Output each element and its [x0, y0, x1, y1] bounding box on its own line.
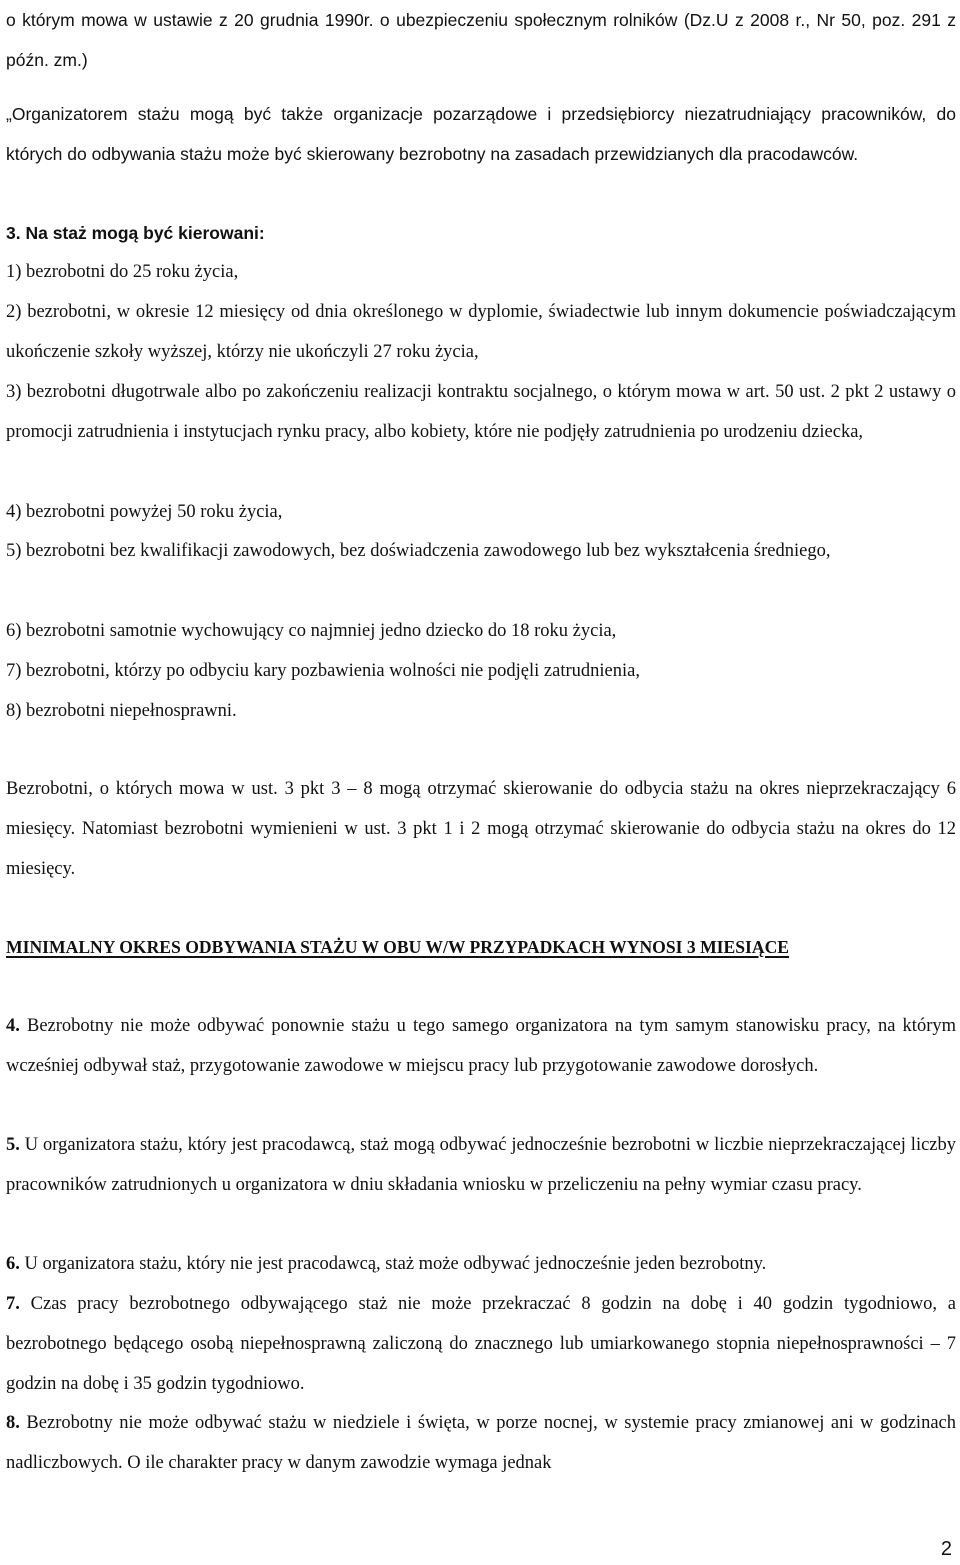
intro-paragraph: o którym mowa w ustawie z 20 grudnia 1990r. o ubezpieczeniu społecznym rolników (Dz.U z 2008 r., Nr 50, poz. 291 z późn. zm.)	[6, 10, 956, 70]
section-6	[6, 1244, 956, 1284]
section-3-item-6: 6) bezrobotni samotnie wychowujący co najmniej jedno dziecko do 18 roku życia,	[6, 621, 617, 641]
section-3-item-3: 3) bezrobotni długotrwale albo po zakończeniu realizacji kontraktu socjalnego, o którym mowa w art. 50 ust. 2 pkt 2 ustawy o promocji zatrudnienia i instytucjach rynku pracy, albo kobiety, które nie podjęły zatrudnienia po urodzeniu dziecka,	[6, 382, 956, 442]
section-7	[6, 1284, 956, 1404]
section-5-number: 5.	[6, 1135, 20, 1155]
section-7-text: Czas pracy bezrobotnego odbywającego staż nie może przekraczać 8 godzin na dobę i 40 godzin tygodniowo, a bezrobotnego będącego osobą niepełnosprawną zaliczoną do znacznego lub umiarkowanego stopnia niepełnosprawności – 7 godzin na dobę i 35 godzin tygodniowo.	[6, 1294, 956, 1394]
section-7-number: 7.	[6, 1294, 20, 1314]
section-4-number: 4.	[6, 1016, 20, 1036]
section-3-item-8: 8) bezrobotni niepełnosprawni.	[6, 701, 237, 721]
section-5-text: U organizatora stażu, który jest pracodawcą, staż mogą odbywać jednocześnie bezrobotni w liczbie nieprzekraczającej liczby pracowników zatrudnionych u organizatora w dniu składania wniosku w przeliczeniu na pełny wymiar czasu pracy.	[6, 1135, 956, 1195]
section-8-number: 8.	[6, 1413, 20, 1433]
section-4-text: Bezrobotny nie może odbywać ponownie stażu u tego samego organizatora na tym samym stanowisku pracy, na którym wcześniej odbywał staż, przygotowanie zawodowe w miejscu pracy lub przygotowanie zawodowe dorosłych.	[6, 1016, 956, 1076]
section-3-item-5: 5) bezrobotni bez kwalifikacji zawodowych, bez doświadczenia zawodowego lub bez wykształcenia średniego,	[6, 541, 831, 561]
section-6-text: U organizatora stażu, który nie jest pracodawcą, staż może odbywać jednocześnie jeden bezrobotny.	[19, 1254, 767, 1274]
section-3-item-1: 1) bezrobotni do 25 roku życia,	[6, 262, 239, 282]
section-4	[6, 1006, 956, 1086]
section-3-item-4: 4) bezrobotni powyżej 50 roku życia,	[6, 502, 283, 522]
section-8-text: Bezrobotny nie może odbywać stażu w niedziele i święta, w porze nocnej, w systemie pracy zmianowej ani w godzinach nadliczbowych. O ile charakter pracy w danym zawodzie wymaga jednak	[6, 1413, 956, 1473]
minimum-period-notice: MINIMALNY OKRES ODBYWANIA STAŻU W OBU W/W PRZYPADKACH WYNOSI 3 MIESIĄCE	[6, 937, 790, 957]
section-5	[6, 1125, 956, 1205]
page-number: 2	[940, 1538, 952, 1560]
section-3-item-2: 2) bezrobotni, w okresie 12 miesięcy od dnia określonego w dyplomie, świadectwie lub innym dokumencie poświadczającym ukończenie szkoły wyższej, którzy nie ukończyli 27 roku życia,	[6, 302, 956, 362]
organizer-quote-paragraph: „Organizatorem stażu mogą być także organizacje pozarządowe i przedsiębiorcy niezatrudniający pracowników, do których do odbywania stażu może być skierowany bezrobotny na zasadach przewidzianych dla pracodawców.	[6, 104, 956, 164]
section-6-number: 6.	[6, 1254, 20, 1274]
section-3-heading: 3. Na staż mogą być kierowani:	[6, 223, 265, 243]
section-3-item-7: 7) bezrobotni, którzy po odbyciu kary pozbawienia wolności nie podjęli zatrudnienia,	[6, 661, 640, 681]
section-8	[6, 1403, 956, 1483]
duration-paragraph: Bezrobotni, o których mowa w ust. 3 pkt 3 – 8 mogą otrzymać skierowanie do odbycia stażu na okres nieprzekraczający 6 miesięcy. Natomiast bezrobotni wymienieni w ust. 3 pkt 1 i 2 mogą otrzymać skierowanie do odbycia stażu na okres do 12 miesięcy.	[6, 779, 956, 879]
